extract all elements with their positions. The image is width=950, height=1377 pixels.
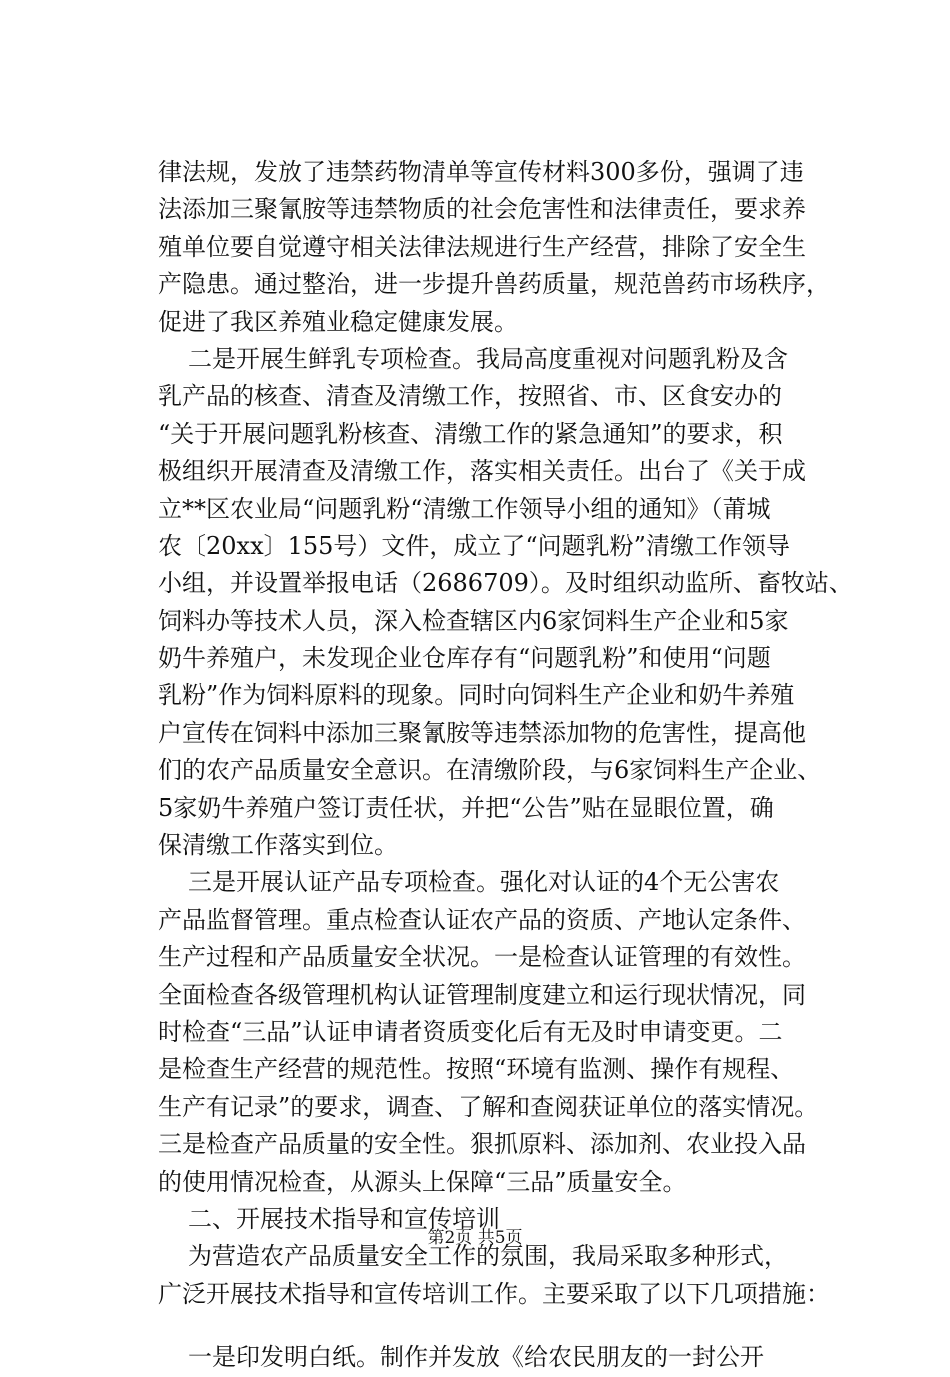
text-line: 们的农产品质量安全意识。在清缴阶段，与6家饲料生产企业、: [158, 756, 822, 785]
text-line: “关于开展问题乳粉核查、清缴工作的紧急通知”的要求，积: [158, 419, 783, 448]
text-line: 全面检查各级管理机构认证管理制度建立和运行现状情况，同: [158, 980, 806, 1009]
text-line: 律法规，发放了违禁药物清单等宣传材料300多份，强调了违: [158, 158, 804, 186]
paragraph-start-line: 一是印发明白纸。制作并发放《给农民朋友的一封公开: [188, 1343, 764, 1372]
text-line: 生产过程和产品质量安全状况。一是检查认证管理的有效性。: [158, 943, 806, 972]
text-line: 广泛开展技术指导和宣传培训工作。主要采取了以下几项措施：: [158, 1279, 830, 1308]
text-line: 是检查生产经营的规范性。按照“环境有监测、操作有规程、: [158, 1055, 795, 1084]
paragraph-start-line: 三是开展认证产品专项检查。强化对认证的4个无公害农: [188, 868, 780, 897]
text-line: 促进了我区养殖业稳定健康发展。: [158, 307, 518, 336]
text-line: 的使用情况检查，从源头上保障“三品”质量安全。: [158, 1167, 687, 1196]
text-line: 农〔20xx〕155号）文件，成立了“问题乳粉”清缴工作领导: [158, 531, 790, 560]
page-footer: 第2页 共5页: [427, 1228, 523, 1248]
paragraph-start-line: 二是开展生鲜乳专项检查。我局高度重视对问题乳粉及含: [188, 344, 788, 373]
text-line: 饲料办等技术人员，深入检查辖区内6家饲料生产企业和5家: [158, 606, 789, 635]
text-line: 法添加三聚氰胺等违禁物质的社会危害性和法律责任，要求养: [158, 195, 806, 224]
text-line: 5家奶牛养殖户签订责任状，并把“公告”贴在显眼位置，确: [158, 793, 774, 822]
text-line: 立**区农业局“问题乳粉“清缴工作领导小组的通知》（莆城: [158, 494, 771, 523]
text-line: 极组织开展清查及清缴工作，落实相关责任。出台了《关于成: [158, 457, 806, 486]
text-line: 乳粉”作为饲料原料的现象。同时向饲料生产企业和奶牛养殖: [158, 681, 795, 710]
paragraph-start-line: 为营造农产品质量安全工作的氛围，我局采取多种形式，: [188, 1242, 788, 1271]
text-line: 小组，并设置举报电话（2686709）。及时组织动监所、畜牧站、: [158, 569, 853, 598]
text-line: 生产有记录”的要求，调查、了解和查阅获证单位的落实情况。: [158, 1092, 819, 1121]
document-body: [158, 154, 858, 1377]
text-line: 产隐患。通过整治，进一步提升兽药质量，规范兽药市场秩序，: [158, 270, 830, 299]
text-line: 保清缴工作落实到位。: [158, 831, 398, 860]
text-line: 户宣传在饲料中添加三聚氰胺等违禁添加物的危害性，提高他: [158, 718, 806, 747]
section-heading: 二、开展技术指导和宣传培训: [188, 1204, 500, 1233]
text-line: 时检查“三品”认证申请者资质变化后有无及时申请变更。二: [158, 1017, 783, 1046]
text-line: 产品监督管理。重点检查认证农产品的资质、产地认定条件、: [158, 905, 806, 934]
text-line: 乳产品的核查、清查及清缴工作，按照省、市、区食安办的: [158, 382, 782, 411]
text-line: 殖单位要自觉遵守相关法律法规进行生产经营，排除了安全生: [158, 232, 806, 261]
text-line: 奶牛养殖户，未发现企业仓库存有“问题乳粉”和使用“问题: [158, 644, 771, 673]
paragraph-gap: [158, 1313, 858, 1339]
text-line: 三是检查产品质量的安全性。狠抓原料、添加剂、农业投入品: [158, 1130, 806, 1159]
